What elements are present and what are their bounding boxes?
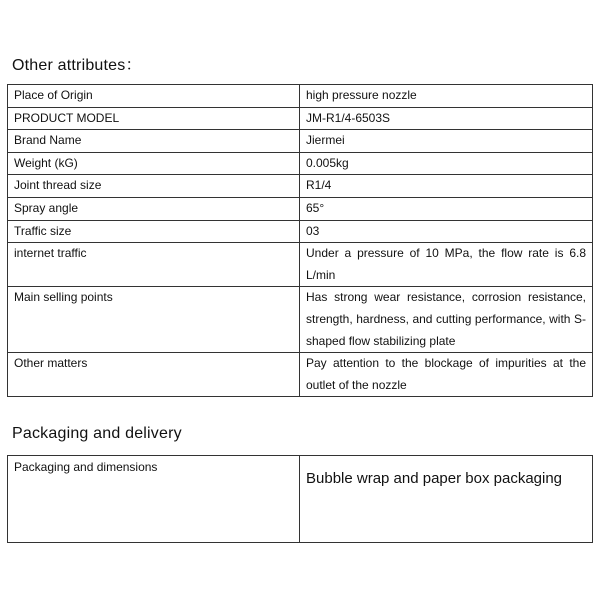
table-row [8, 107, 593, 130]
attribute-value: 0.005kg [300, 152, 593, 175]
attribute-value: high pressure nozzle [300, 85, 593, 108]
packaging-table [7, 455, 593, 543]
table-row [8, 130, 593, 153]
attribute-key: Other matters [8, 353, 300, 397]
table-row [8, 287, 593, 353]
attribute-value: 65° [300, 197, 593, 220]
packaging-value: Bubble wrap and paper box packaging [300, 456, 593, 543]
table-row [8, 85, 593, 108]
attribute-key: Place of Origin [8, 85, 300, 108]
attribute-value: Has strong wear resistance, corrosion resistance, strength, hardness, and cutting performance, with S-shaped flow stabilizing plate [300, 287, 593, 353]
attribute-key: Main selling points [8, 287, 300, 353]
packaging-heading: Packaging and delivery [12, 425, 182, 442]
attribute-value: JM-R1/4-6503S [300, 107, 593, 130]
table-row [8, 243, 593, 287]
table-row [8, 197, 593, 220]
attribute-value: Jiermei [300, 130, 593, 153]
attribute-key: Brand Name [8, 130, 300, 153]
attribute-key: Weight (kG) [8, 152, 300, 175]
attribute-key: Joint thread size [8, 175, 300, 198]
attribute-key: PRODUCT MODEL [8, 107, 300, 130]
attribute-value: R1/4 [300, 175, 593, 198]
attribute-key: Traffic size [8, 220, 300, 243]
attribute-value: Under a pressure of 10 MPa, the flow rate is 6.8 L/min [300, 243, 593, 287]
table-row [8, 152, 593, 175]
attribute-value: Pay attention to the blockage of impurities at the outlet of the nozzle [300, 353, 593, 397]
packaging-key: Packaging and dimensions [8, 456, 300, 543]
attributes-table [7, 84, 593, 397]
table-row [8, 175, 593, 198]
attribute-key: Spray angle [8, 197, 300, 220]
attribute-key: internet traffic [8, 243, 300, 287]
table-row [8, 220, 593, 243]
attribute-value: 03 [300, 220, 593, 243]
other-attributes-heading: Other attributes： [12, 57, 142, 74]
table-row [8, 456, 593, 543]
table-row [8, 353, 593, 397]
